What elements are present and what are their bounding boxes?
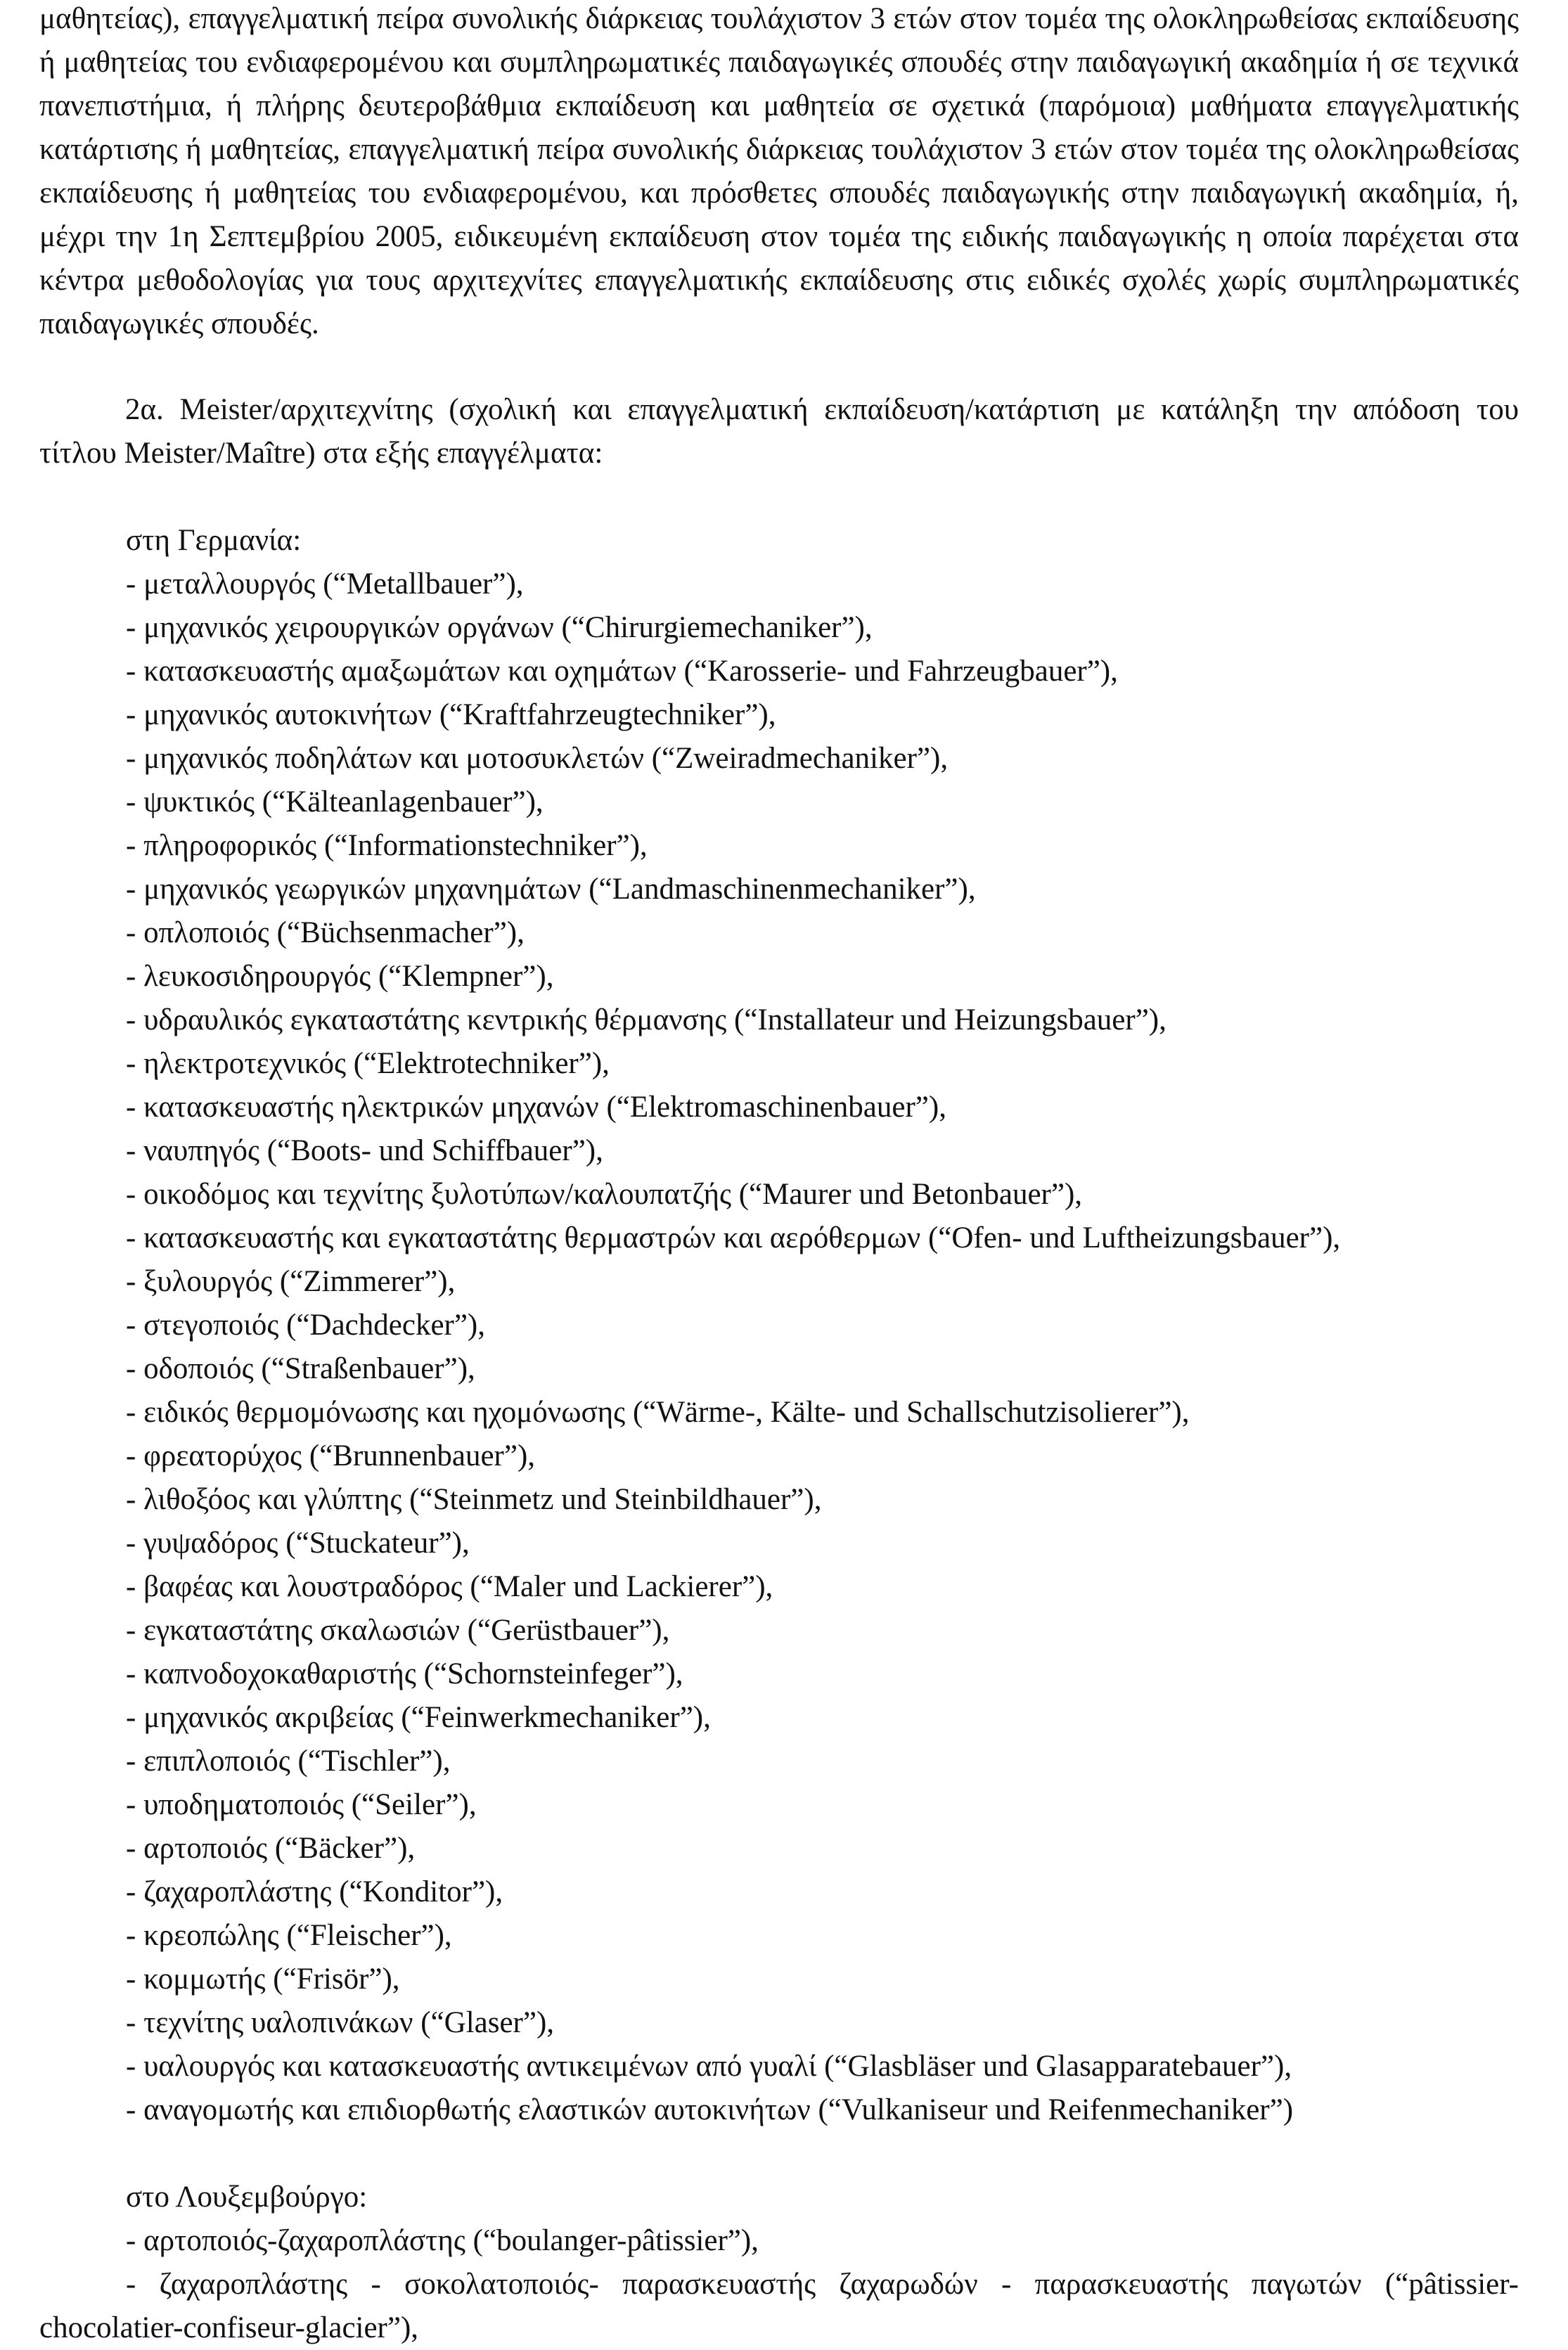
list-item: - κατασκευαστής ηλεκτρικών μηχανών (“Elektromaschinenbauer”), — [126, 1091, 946, 1124]
list-item: - λευκοσιδηρουργός (“Klempner”), — [126, 960, 554, 993]
list-item: - κατασκευαστής και εγκαταστάτης θερμαστρών και αερόθερμων (“Ofen- und Luftheizungsbauer”), — [126, 1221, 1341, 1254]
list-item: - αρτοποιός-ζαχαροπλάστης (“boulanger-pâtissier”), — [126, 2224, 759, 2257]
list-item: - αναγομωτής και επιδιορθωτής ελαστικών αυτοκινήτων (“Vulkaniseur und Reifenmechaniker”) — [126, 2093, 1294, 2126]
luxembourg-heading: στο Λουξεμβούργο: — [126, 2181, 368, 2214]
list-item: - οικοδόμος και τεχνίτης ξυλοτύπων/καλουπατζής (“Maurer und Betonbauer”), — [126, 1178, 1083, 1211]
list-item: - μηχανικός ποδηλάτων και μοτοσυκλετών (“Zweiradmechaniker”), — [126, 742, 949, 775]
list-item: - ψυκτικός (“Kälteanlagenbauer”), — [126, 785, 544, 818]
list-item: - υαλουργός και κατασκευαστής αντικειμένων από γυαλί (“Glasbläser und Glasapparatebauer”), — [126, 2050, 1292, 2083]
list-item: - στεγοποιός (“Dachdecker”), — [126, 1309, 486, 1342]
intro-paragraph: μαθητείας), επαγγελματική πείρα συνολικής διάρκειας τουλάχιστον 3 ετών στον τομέα της ολοκληρωθείσας εκπαίδευσης ή μαθητείας του ενδιαφερομένου και συμπληρωματικές παιδαγωγικές σπουδές στην παιδαγωγική ακαδημία ή σε τεχνικά πανεπιστήμια, ή πλήρης δευτεροβάθμια εκπαίδευση και μαθητεία σε σχετικά (παρόμοια) μαθήματα επαγγελματικής κατάρτισης ή μαθητείας, επαγγελματική πείρα συνολικής διάρκειας τουλάχιστον 3 ετών στον τομέα της ολοκληρωθείσας εκπαίδευσης ή μαθητείας του ενδιαφερομένου, και πρόσθετες σπουδές παιδαγωγικής στην παιδαγωγική ακαδημία, ή, μέχρι την 1η Σεπτεμβρίου 2005, ειδικευμένη εκπαίδευση στον τομέα της ειδικής παιδαγωγικής η οποία παρέχεται στα κέντρα μεθοδολογίας για τους αρχιτεχνίτες επαγγελματικής εκπαίδευσης στις ειδικές σχολές χωρίς συμπληρωματικές παιδαγωγικές σπουδές. — [39, 2, 1519, 340]
list-item: - μηχανικός αυτοκινήτων (“Kraftfahrzeugtechniker”), — [126, 698, 776, 731]
luxembourg-occupation-list — [126, 2219, 1519, 2263]
germany-occupation-list — [126, 563, 1519, 2132]
list-item: - μηχανικός χειρουργικών οργάνων (“Chirurgiemechaniker”), — [126, 611, 873, 644]
list-item: - επιπλοποιός (“Tischler”), — [126, 1745, 451, 1778]
list-item: - αρτοποιός (“Bäcker”), — [126, 1832, 416, 1865]
list-item: - γυψαδόρος (“Stuckateur”), — [126, 1527, 470, 1560]
list-item: - λιθοξόος και γλύπτης (“Steinmetz und Steinbildhauer”), — [126, 1483, 822, 1516]
list-item: - κρεοπώλης (“Fleischer”), — [126, 1919, 452, 1952]
list-item: - ξυλουργός (“Zimmerer”), — [126, 1265, 456, 1298]
list-item: - πληροφορικός (“Informationstechniker”), — [126, 829, 648, 862]
document-page — [39, 0, 1519, 2350]
list-item: - ζαχαροπλάστης - σοκολατοποιός- παρασκευαστής ζαχαρωδών - παρασκευαστής παγωτών (“pâtissier-chocolatier-confiseur-glacier”), — [39, 2268, 1519, 2344]
list-item: - ηλεκτροτεχνικός (“Elektrotechniker”), — [126, 1047, 610, 1080]
list-item: - μεταλλουργός (“Metallbauer”), — [126, 567, 524, 601]
section-2a-paragraph: 2α. Meister/αρχιτεχνίτης (σχολική και επαγγελματική εκπαίδευση/κατάρτιση με κατάληξη την απόδοση του τίτλου Meister/Maître) στα εξής επαγγέλματα: — [39, 393, 1519, 470]
germany-heading: στη Γερμανία: — [126, 524, 302, 557]
list-item: - οδοποιός (“Straßenbauer”), — [126, 1352, 475, 1385]
list-item: - ειδικός θερμομόνωσης και ηχομόνωσης (“Wärme-, Kälte- und Schallschutzisolierer”), — [126, 1396, 1190, 1429]
list-item: - φρεατορύχος (“Brunnenbauer”), — [126, 1439, 536, 1472]
list-item: - οπλοποιός (“Büchsenmacher”), — [126, 916, 525, 949]
list-item: - υποδηματοποιός (“Seiler”), — [126, 1788, 477, 1821]
list-item: - μηχανικός ακριβείας (“Feinwerkmechaniker”), — [126, 1701, 711, 1734]
list-item: - κατασκευαστής αμαξωμάτων και οχημάτων (“Karosserie- und Fahrzeugbauer”), — [126, 655, 1118, 688]
list-item: - καπνοδοχοκαθαριστής (“Schornsteinfeger”), — [126, 1657, 683, 1690]
list-item: - κομμωτής (“Frisör”), — [126, 1963, 400, 1996]
germany-section — [126, 519, 1519, 2132]
list-item: - βαφέας και λουστραδόρος (“Maler und Lackierer”), — [126, 1570, 773, 1603]
list-item: - εγκαταστάτης σκαλωσιών (“Gerüstbauer”), — [126, 1614, 670, 1647]
luxembourg-section — [126, 2176, 1519, 2263]
list-item: - ζαχαροπλάστης (“Konditor”), — [126, 1875, 503, 1908]
list-item: - τεχνίτης υαλοπινάκων (“Glaser”), — [126, 2006, 555, 2039]
list-item: - μηχανικός γεωργικών μηχανημάτων (“Landmaschinenmechaniker”), — [126, 873, 976, 906]
list-item: - ναυπηγός (“Boots- und Schiffbauer”), — [126, 1134, 603, 1167]
list-item: - υδραυλικός εγκαταστάτης κεντρικής θέρμανσης (“Installateur und Heizungsbauer”), — [126, 1003, 1167, 1036]
